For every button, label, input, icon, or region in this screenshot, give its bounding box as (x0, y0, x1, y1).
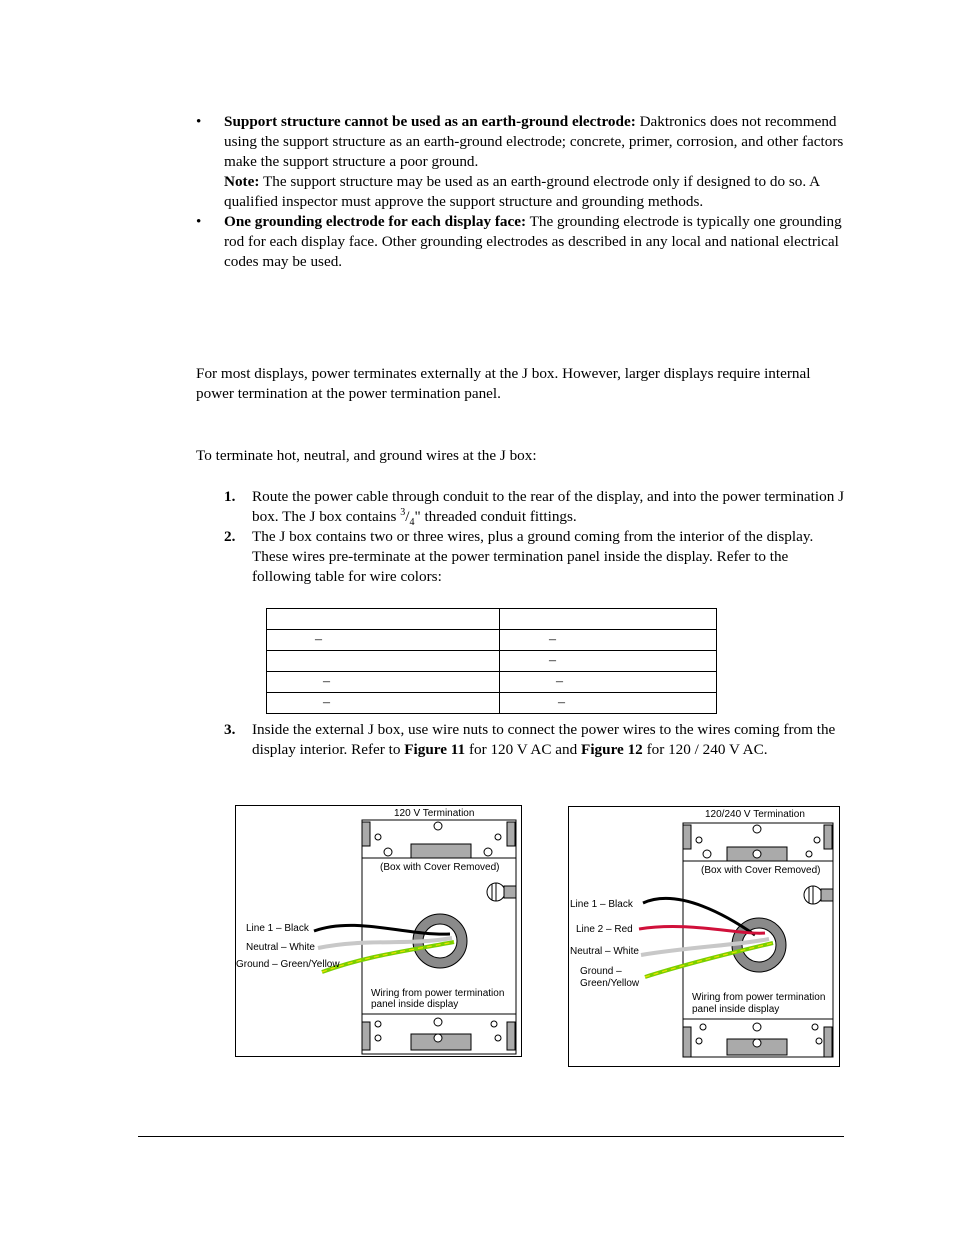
bottom-right-bracket (824, 1027, 832, 1057)
step-number: 3. (224, 721, 236, 738)
figure-12-120-240v-termination (568, 806, 840, 1067)
table-cell (500, 609, 717, 630)
top-left-bracket (362, 822, 370, 846)
table-row (267, 672, 717, 693)
bottom-right-bracket (507, 1022, 515, 1050)
table-cell: – (267, 693, 500, 714)
label-ground: Ground – Green/Yellow (236, 959, 340, 970)
bullet-text: The grounding electrode is typically one grounding rod for each display face. Other grounding electrodes as described in any local and national electrical codes may be used. (224, 213, 842, 270)
box-label: (Box with Cover Removed) (701, 865, 821, 876)
table-cell: – (500, 630, 717, 651)
figure-11-120v-termination (235, 805, 522, 1057)
bullet-text: Daktronics does not recommend using the support structure as an earth-ground electrode; concrete, primer, corrosion, and other factors make the support structure a poor ground. (224, 113, 844, 170)
procedure-steps-1-2 (224, 487, 844, 587)
table-cell: – (500, 651, 717, 672)
bottom-left-bracket (683, 1027, 691, 1057)
label-line2: Line 2 – Red (576, 924, 633, 935)
figure-title: 120 V Termination (394, 808, 475, 819)
step-number: 2. (224, 528, 236, 545)
table-cell: – (500, 672, 717, 693)
table-cell: – (267, 630, 500, 651)
footer-rule (138, 1136, 844, 1137)
bottom-left-bracket (362, 1022, 370, 1050)
table-row (267, 630, 717, 651)
table-cell: – (500, 693, 717, 714)
procedure-step-3 (224, 720, 844, 760)
figure-12-ref: Figure 12 (581, 741, 643, 758)
label-neutral: Neutral – White (246, 942, 315, 953)
table-cell (267, 651, 500, 672)
label-line1: Line 1 – Black (246, 923, 309, 934)
table-row (267, 609, 717, 630)
label-ground-color: Green/Yellow (580, 978, 640, 989)
table-row (267, 693, 717, 714)
top-left-bracket (683, 825, 691, 849)
note-text: The support structure may be used as an earth-ground electrode only if designed to do so. A qualified inspector must approve the support structure and grounding methods. (224, 173, 820, 210)
table-cell: – (267, 672, 500, 693)
wiring-note-2: panel inside display (371, 999, 459, 1010)
wire-color-table (266, 608, 717, 714)
table-row (267, 651, 717, 672)
wiring-note-2: panel inside display (692, 1004, 780, 1015)
note-label: Note: (224, 173, 260, 190)
step-2: 2. The J box contains two or three wires, plus a ground coming from the interior of the display. These wires pre-terminate at the power termination panel inside the display. Refer to the following table for wire colors: (224, 528, 814, 585)
box-label: (Box with Cover Removed) (380, 862, 500, 873)
top-conduit-tab (411, 844, 471, 858)
wiring-note: Wiring from power termination (371, 988, 505, 999)
bullet-heading: One grounding electrode for each display face: (224, 213, 527, 230)
step-1: 1. Route the power cable through conduit to the rear of the display, and into the power termination J box. The J box contains $^3/_4$" threaded conduit fittings. (224, 488, 845, 529)
step-number: 1. (224, 488, 236, 505)
figure-11-ref: Figure 11 (404, 741, 466, 758)
label-ground: Ground – (580, 966, 622, 977)
step-3: 3. Inside the external J box, use wire nuts to connect the power wires to the wires coming from the display interior. Refer to Figure 11 for 120 V AC and Figure 12 for 120 / 240 V AC. (224, 721, 836, 758)
figure-title: 120/240 V Termination (705, 809, 805, 820)
figure-11-diagram (236, 806, 521, 1056)
grounding-requirements-list (196, 112, 846, 272)
bullet-heading: Support structure cannot be used as an earth-ground electrode: (224, 113, 636, 130)
procedure-intro: To terminate hot, neutral, and ground wires at the J box: (196, 447, 537, 464)
bullet-support-structure (196, 112, 846, 212)
bullet-grounding-electrode (196, 212, 846, 272)
figure-12-diagram (569, 807, 839, 1066)
top-right-bracket (824, 825, 832, 849)
table-cell (267, 609, 500, 630)
wiring-note: Wiring from power termination (692, 992, 826, 1003)
label-neutral: Neutral – White (570, 946, 639, 957)
top-right-bracket (507, 822, 515, 846)
intro-paragraph: For most displays, power terminates externally at the J box. However, larger displays require internal power termination at the power termination panel. (196, 365, 811, 402)
label-line1: Line 1 – Black (570, 899, 633, 910)
